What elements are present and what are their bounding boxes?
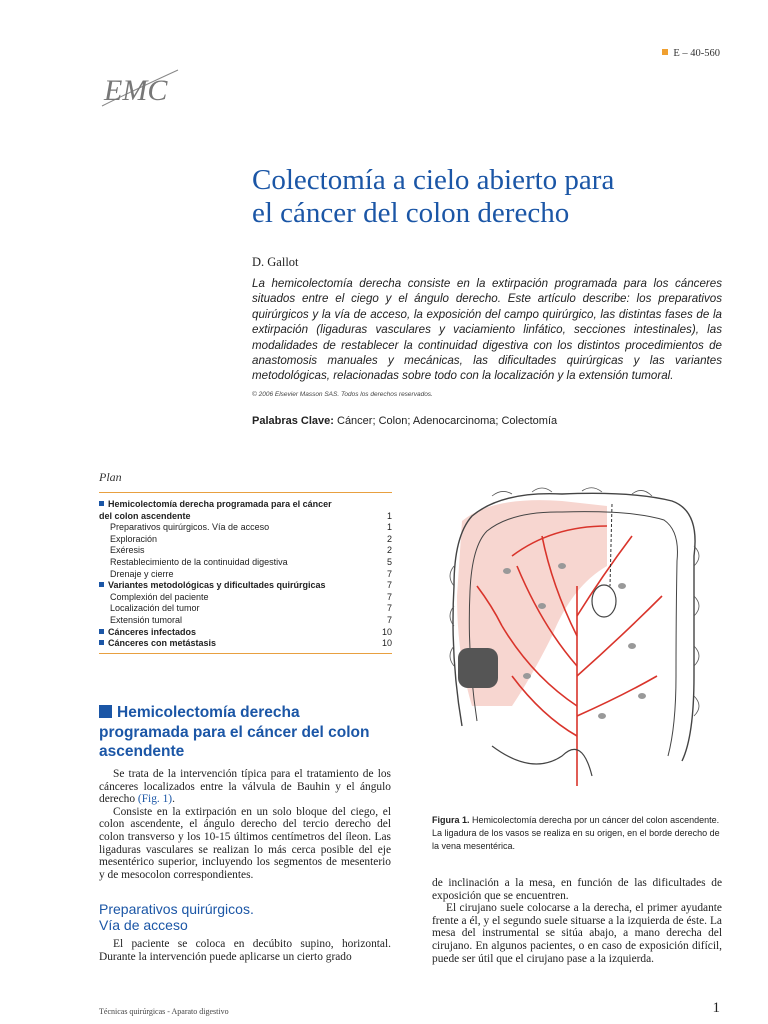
plan-row[interactable]: Cánceres con metástasis 10: [99, 638, 392, 650]
reference-code: [662, 48, 720, 59]
section-body: Se trata de la intervención típica para el tratamiento de los cánceres localizados entre la válvula de Bauhin y el ángulo derecho (Fig. 1). Consiste en la extirpación en un solo bloque del ciego, el colon ascendente, el ángulo derecho del tercio derecho del colon transverso y los 10-15 últimos centímetros del íleon. Las ligaduras vasculares se realizan lo más cerca posible del eje mesentérico superior, incluyendo los segmentos de mesenterio y de mesocolon correspondientes.: [99, 768, 391, 881]
copyright: © 2006 Elsevier Masson SAS. Todos los derechos reservados.: [252, 391, 433, 398]
author: D. Gallot: [252, 255, 299, 269]
plan-row[interactable]: Variantes metodológicas y dificultades quirúrgicas 7: [99, 580, 392, 592]
plan-row[interactable]: del colon ascendente 1: [99, 510, 392, 521]
figure-label: Figura 1.: [432, 815, 470, 825]
keywords: [252, 415, 557, 427]
blue-square-icon: [99, 629, 104, 634]
colon-illustration: [432, 476, 724, 796]
plan-row[interactable]: Cánceres infectados 10: [99, 627, 392, 639]
blue-square-icon: [99, 640, 104, 645]
title-line-2: el cáncer del colon derecho: [252, 197, 570, 229]
plan-row[interactable]: Exéresis 2: [110, 545, 392, 556]
keywords-label: Palabras Clave:: [252, 415, 334, 427]
blue-square-icon: [99, 582, 104, 587]
subsection-body: El paciente se coloca en decúbito supino, horizontal. Durante la intervención puede aplicarse un cierto grado: [99, 938, 391, 963]
plan-title: Plan: [99, 470, 392, 493]
plan-row[interactable]: Drenaje y cierre 7: [110, 568, 392, 579]
section-heading: Hemicolectomía derecha programada para el cáncer del colon ascendente: [99, 704, 370, 760]
title-line-1: Colectomía a cielo abierto para: [252, 164, 615, 196]
blue-square-icon: [99, 705, 112, 718]
plan-box: [99, 470, 392, 654]
article-title: [252, 164, 722, 230]
subsection-heading: Preparativos quirúrgicos. Vía de acceso: [99, 901, 254, 933]
blue-square-icon: [99, 501, 104, 506]
ref-code-text: E – 40-560: [673, 48, 720, 59]
plan-row[interactable]: Exploración 2: [110, 533, 392, 544]
page-number: 1: [712, 1000, 720, 1016]
plan-row[interactable]: Preparativos quirúrgicos. Vía de acceso 1: [110, 522, 392, 533]
emc-logo: [100, 62, 180, 112]
plan-row[interactable]: Hemicolectomía derecha programada para el cáncer: [99, 499, 392, 511]
logo-text: EMC: [104, 74, 168, 107]
figure-caption-text: Hemicolectomía derecha por un cáncer del colon ascendente. La ligadura de los vasos se realiza en su origen, en el borde derecho de la vena mesentérica.: [432, 815, 720, 851]
figure-link[interactable]: (Fig. 1): [137, 793, 173, 806]
figure-caption: [432, 814, 724, 852]
plan-row[interactable]: Complexión del paciente 7: [110, 591, 392, 602]
plan-row[interactable]: Localización del tumor 7: [110, 603, 392, 614]
footer-text: Técnicas quirúrgicas - Aparato digestivo: [99, 1007, 229, 1016]
plan-divider: [99, 653, 392, 654]
right-column-body: de inclinación a la mesa, en función de las dificultades de exposición que se encuentren. El cirujano suele colocarse a la derecha, el primer ayudante frente a él, y el segundo suele situarse a la izquierda de éste. La mesa del instrumental se sitúa abajo, a mano derecha del cirujano. En algunos pacientes, o en caso de exposición difícil, puede ser útil que el cirujano pase a la izquierda.: [432, 877, 722, 965]
plan-row[interactable]: Restablecimiento de la continuidad digestiva 5: [110, 556, 392, 567]
keywords-text: Cáncer; Colon; Adenocarcinoma; Colectomía: [337, 415, 558, 427]
abstract: La hemicolectomía derecha consiste en la extirpación programada para los cánceres situados entre el ciego y el ángulo derecho. Este artículo describe: los preparativos quirúrgicos y la vía de acceso, la exposición del campo quirúrgico, las distintas fases de la extirpación (ligaduras vasculares y vaciamiento linfático, secciones intestinales), las modalidades de restablecer la continuidad digestiva con los distintos procedimientos de anastomosis manuales y mecánicas, las dificultades quirúrgicas y las variantes metodológicas, relacionadas sobre todo con la localización y la extensión tumoral.: [252, 277, 722, 383]
orange-square-icon: [662, 49, 668, 55]
plan-row[interactable]: Extensión tumoral 7: [110, 614, 392, 625]
